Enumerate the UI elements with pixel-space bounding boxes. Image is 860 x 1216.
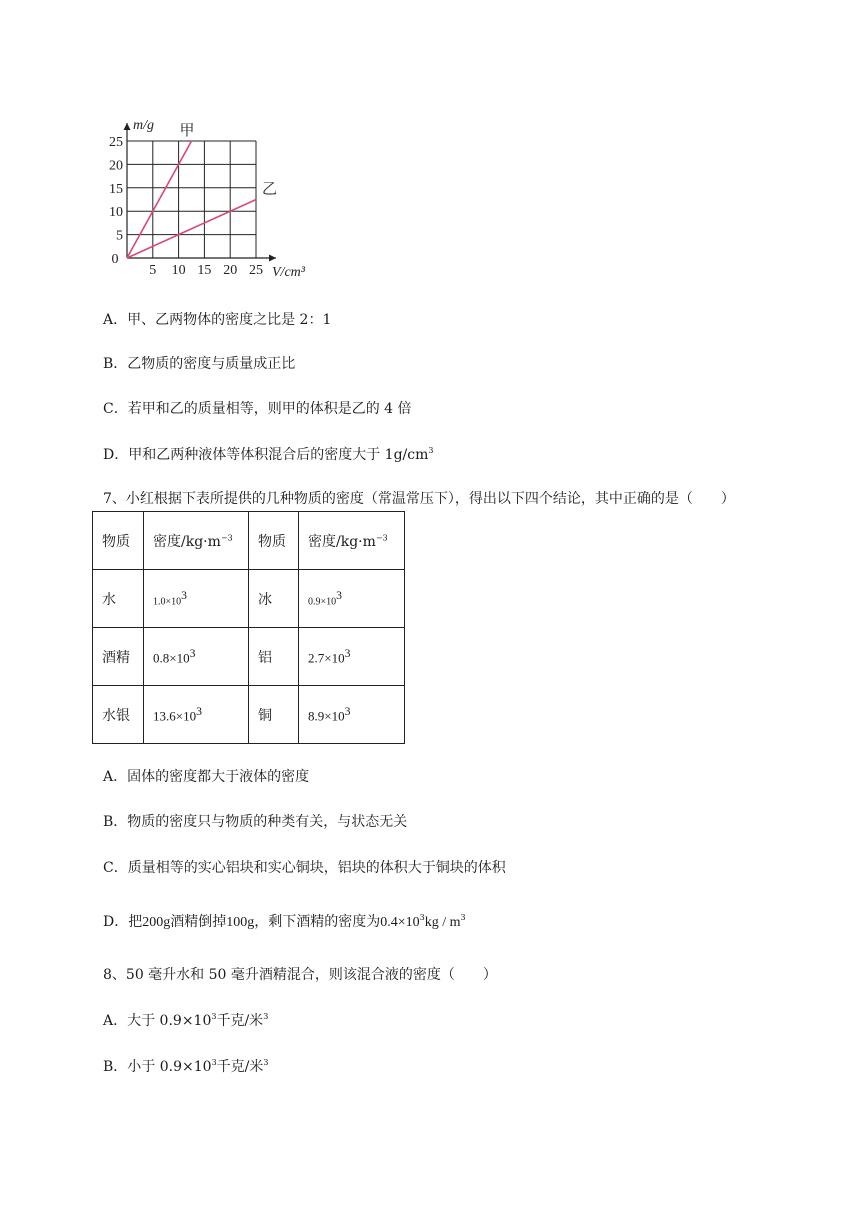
- x-tick-label: 5: [149, 263, 157, 278]
- q8-b-unit: 千克/米: [216, 1059, 264, 1075]
- header-density-2: [299, 512, 405, 570]
- q8-option-b: [103, 1056, 268, 1076]
- q7-d-pre: D．把: [103, 914, 143, 930]
- cell-substance: 铜: [249, 686, 299, 744]
- cell-substance: 铝: [249, 628, 299, 686]
- table-row: [93, 686, 405, 744]
- q7-stem: 7、小红根据下表所提供的几种物质的密度（常温常压下），得出以下四个结论，其中正确的是（ ）: [103, 491, 735, 507]
- y-axis-label: m/g: [133, 118, 154, 133]
- q6-option-d-sup: 3: [428, 446, 434, 455]
- x-tick-label: 15: [197, 263, 212, 278]
- header-substance: 物质: [93, 512, 144, 570]
- chart-series: [127, 141, 256, 258]
- q7-d-mid2: ，剩下酒精的密度为: [254, 914, 381, 930]
- cell-density: [299, 686, 405, 744]
- chart-axes: [124, 123, 277, 262]
- q6-option-a: A．甲、乙两物体的密度之比是 2：1: [103, 312, 332, 328]
- q8-a-sup: 3: [211, 1012, 217, 1021]
- q7-option-c: C．质量相等的实心铝块和实心铜块，铝块的体积大于铜块的体积: [103, 860, 506, 876]
- table-row: [93, 628, 405, 686]
- cell-density-exp: 3: [336, 588, 342, 602]
- table-header-row: [93, 512, 405, 570]
- cell-density-exp: 3: [344, 704, 351, 718]
- series-line-1: [127, 141, 192, 258]
- q7-option-a: A．固体的密度都大于液体的密度: [103, 769, 310, 785]
- cell-substance: 水银: [93, 686, 144, 744]
- cell-density-value: 0.8×10: [153, 650, 190, 666]
- y-tick-label: 10: [109, 205, 123, 221]
- table-row: [93, 570, 405, 628]
- y-tick-label: 20: [109, 158, 123, 174]
- origin-label: 0: [111, 252, 119, 267]
- q8-b-sup: 3: [211, 1058, 217, 1067]
- y-tick-label: 15: [109, 181, 123, 197]
- y-tick-label: 5: [116, 228, 123, 244]
- q7-d-mid1: 酒精倒掉: [170, 914, 227, 930]
- q8-b-text: B．小于 0.9×10: [103, 1059, 212, 1075]
- header-substance-2: 物质: [249, 512, 299, 570]
- q8-a-text: A．大于 0.9×10: [103, 1013, 212, 1029]
- cell-density-value: 13.6×10: [153, 708, 197, 724]
- q6-option-c: C．若甲和乙的质量相等，则甲的体积是乙的 4 倍: [103, 401, 412, 417]
- header-density-base: 密度/kg·m: [153, 533, 221, 550]
- cell-density: [299, 570, 405, 628]
- q7-option-d: [103, 911, 466, 931]
- cell-density: [144, 628, 249, 686]
- series-label-2: 乙: [262, 179, 278, 198]
- q8-option-a: [103, 1010, 268, 1030]
- q7-d-num1: 200g: [142, 915, 171, 930]
- x-axis-arrow: [269, 255, 276, 262]
- cell-density-value: 8.9×10: [308, 708, 345, 724]
- q7-option-b: B．物质的密度只与物质的种类有关，与状态无关: [103, 814, 408, 830]
- q7-d-num3: 0.4×10: [380, 915, 420, 930]
- cell-density: [144, 686, 249, 744]
- header-density-exp: −3: [220, 532, 233, 542]
- q6-option-d-text: D．甲和乙两种液体等体积混合后的密度大于 1g/cm: [103, 447, 429, 463]
- q7-d-num2: 100g: [226, 915, 255, 930]
- header-density-2-exp: −3: [375, 532, 388, 542]
- y-tick-label: 25: [109, 135, 123, 150]
- series-label-1: 甲: [179, 121, 195, 139]
- q8-stem: 8、50 毫升水和 50 毫升酒精混合，则该混合液的密度（ ）: [103, 967, 497, 983]
- cell-density-exp: 3: [181, 588, 187, 602]
- cell-density-exp: 3: [196, 704, 202, 718]
- cell-substance: 水: [93, 570, 144, 628]
- cell-substance: 冰: [249, 570, 299, 628]
- x-axis-label: V/cm³: [272, 265, 305, 278]
- y-axis-arrow: [124, 123, 131, 130]
- q7-d-unit: kg / m: [424, 915, 461, 930]
- header-density: [144, 512, 249, 570]
- q6-option-b: B．乙物质的密度与质量成正比: [103, 356, 296, 372]
- q7-d-unit-sup: 3: [460, 913, 466, 922]
- q8-a-unit: 千克/米: [216, 1013, 264, 1029]
- cell-density: [144, 570, 249, 628]
- x-tick-label: 25: [249, 263, 263, 278]
- cell-density-exp: 3: [189, 646, 196, 660]
- q8-b-unit-sup: 3: [263, 1058, 269, 1067]
- cell-substance: 酒精: [93, 628, 144, 686]
- x-tick-label: 20: [223, 263, 238, 278]
- chart-grid: [127, 141, 256, 258]
- mass-volume-chart: [100, 108, 320, 278]
- x-tick-label: 10: [171, 263, 186, 278]
- cell-density-value: 1.0×10: [153, 596, 182, 608]
- cell-density-value: 2.7×10: [308, 650, 345, 666]
- cell-density-exp: 3: [344, 646, 351, 660]
- q7-d-sup: 3: [419, 913, 425, 922]
- density-table: [92, 511, 405, 744]
- q6-option-d: [103, 444, 433, 464]
- header-density-2-base: 密度/kg·m: [308, 533, 376, 550]
- chart-labels: [109, 118, 306, 278]
- cell-density-value: 0.9×10: [308, 596, 337, 608]
- cell-density: [299, 628, 405, 686]
- q8-a-unit-sup: 3: [263, 1012, 269, 1021]
- series-line-2: [127, 200, 256, 259]
